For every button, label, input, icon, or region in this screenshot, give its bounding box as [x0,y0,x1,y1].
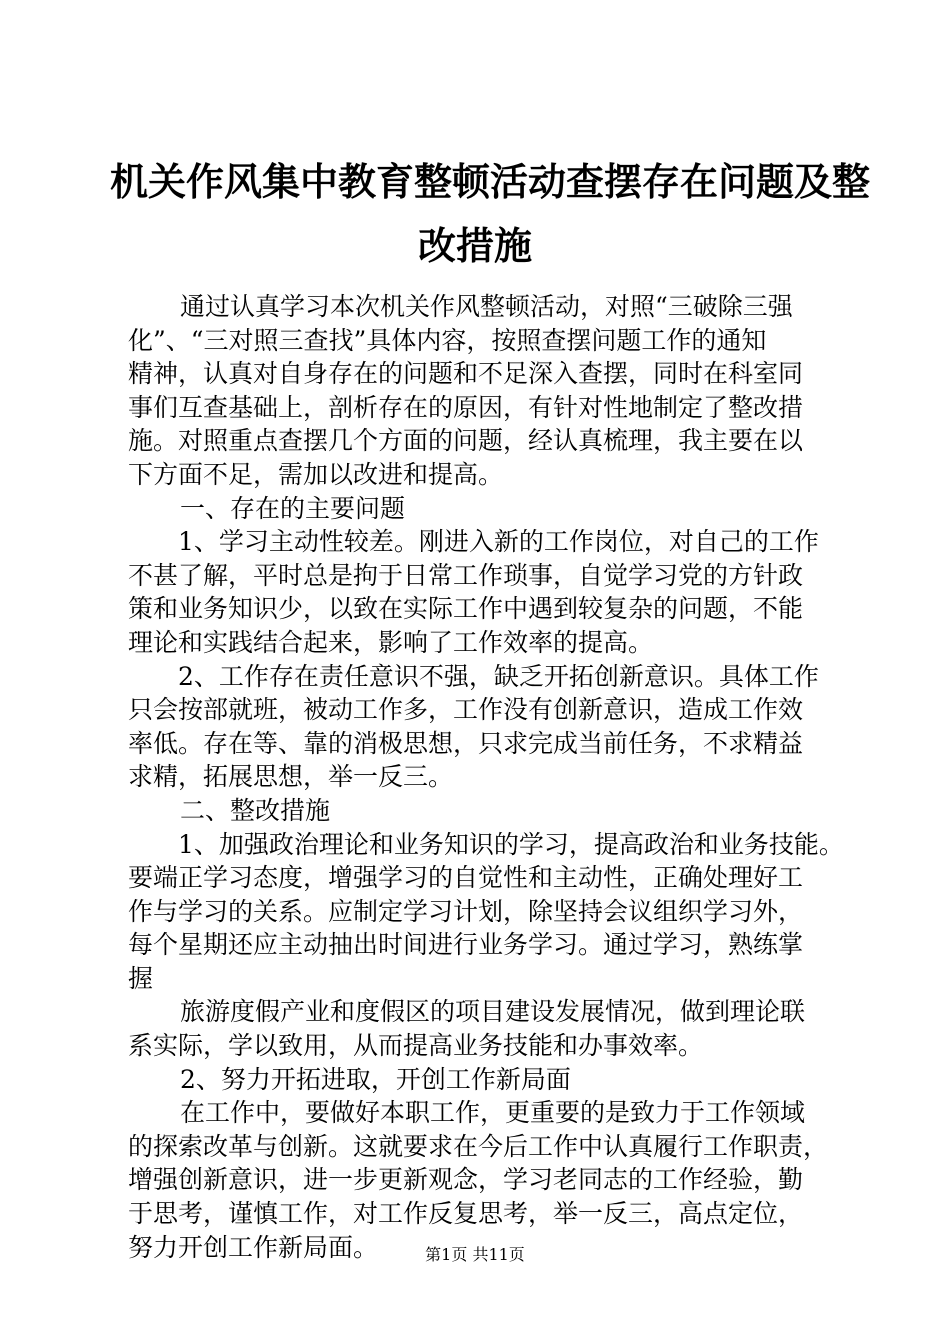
paragraph-line: 2、工作存在责任意识不强，缺乏开拓创新意识。具体工作 [178,661,819,691]
document-title-line-1: 机关作风集中教育整顿活动查摆存在问题及整 [110,160,871,204]
paragraph-line: 每个星期还应主动抽出时间进行业务学习。通过学习，熟练掌 [128,930,804,960]
paragraph-line: 的探索改革与创新。这就要求在今后工作中认真履行工作职责， [128,1131,829,1161]
section-heading: 一、存在的主要问题 [180,493,406,523]
paragraph-line: 施。对照重点查摆几个方面的问题，经认真梳理，我主要在以 [128,426,804,456]
paragraph-line: 事们互查基础上，剖析存在的原因，有针对性地制定了整改措 [128,392,804,422]
paragraph-line: 不甚了解，平时总是拘于日常工作琐事，自觉学习党的方针政 [128,560,804,590]
paragraph-line: 求精，拓展思想，举一反三。 [128,762,454,792]
paragraph-line: 于思考，谨慎工作，对工作反复思考，举一反三，高点定位， [128,1199,804,1229]
paragraph-line: 在工作中，要做好本职工作，更重要的是致力于工作领域 [180,1098,806,1128]
paragraph-line: 通过认真学习本次机关作风整顿活动，对照“三破除三强 [180,292,793,321]
paragraph-line: 只会按部就班，被动工作多，工作没有创新意识，造成工作效 [128,695,804,725]
paragraph-line: 系实际，学以致用，从而提高业务技能和办事效率。 [128,1031,704,1061]
section-subheading: 2、努力开拓进取，开创工作新局面 [180,1064,571,1094]
paragraph-line: 增强创新意识，进一步更新观念，学习老同志的工作经验，勤 [128,1165,804,1195]
document-body [128,290,844,1264]
paragraph-line: 握 [128,963,154,993]
paragraph-line: 下方面不足，需加以改进和提高。 [128,459,504,489]
paragraph-line: 努力开创工作新局面。 [128,1232,379,1262]
paragraph-line: 策和业务知识少，以致在实际工作中遇到较复杂的问题，不能 [128,594,804,624]
section-heading: 二、整改措施 [180,795,331,825]
paragraph-line: 旅游度假产业和度假区的项目建设发展情况，做到理论联 [180,997,806,1027]
paragraph-line: 理论和实践结合起来，影响了工作效率的提高。 [128,627,654,657]
paragraph-line: 1、加强政治理论和业务知识的学习，提高政治和业务技能。 [178,829,844,859]
document-title-line-2: 改措施 [417,224,532,268]
paragraph-line: 率低。存在等、靠的消极思想，只求完成当前任务，不求精益 [128,728,804,758]
paragraph-line: 要端正学习态度，增强学习的自觉性和主动性，正确处理好工 [128,863,804,893]
paragraph-line: 化”、“三对照三查找”具体内容，按照查摆问题工作的通知 [128,325,767,355]
page-number-footer: 第1页 共11页 [425,1245,525,1264]
paragraph-line: 作与学习的关系。应制定学习计划，除坚持会议组织学习外， [128,896,804,926]
paragraph-line: 精神，认真对自身存在的问题和不足深入查摆，同时在科室同 [128,359,804,389]
paragraph-line: 1、学习主动性较差。刚进入新的工作岗位，对自己的工作 [178,527,819,557]
